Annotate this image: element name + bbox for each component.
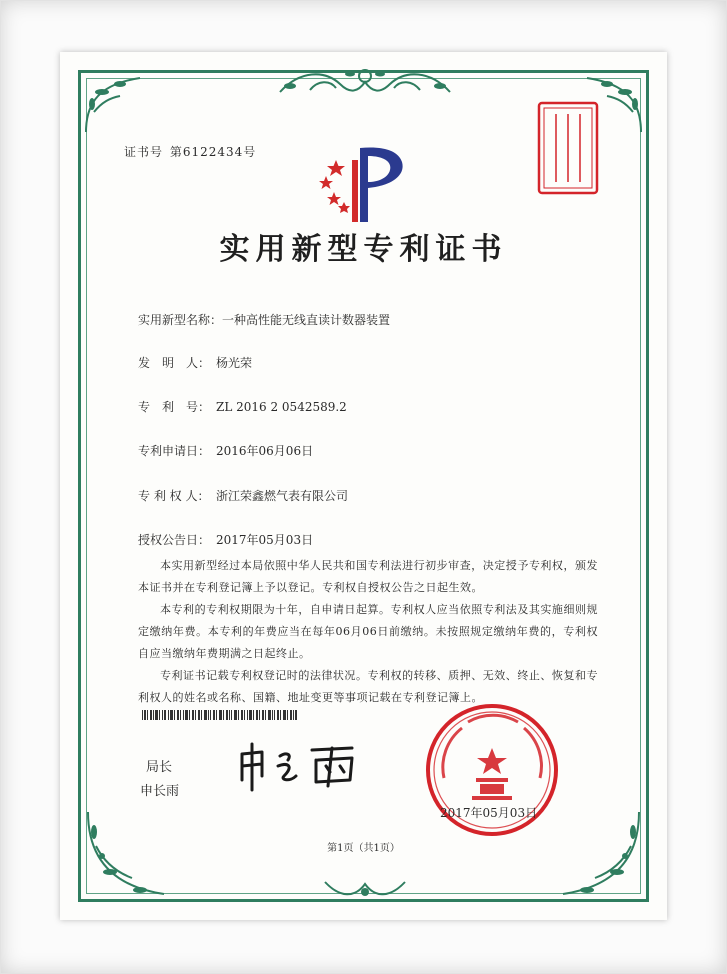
patent-office-logo bbox=[312, 140, 412, 230]
field-announcement-date bbox=[138, 531, 313, 548]
certificate-number-value: 第6122434号 bbox=[169, 145, 257, 159]
patentee-label: 专 利 权 人： bbox=[138, 489, 210, 503]
announcement-date-value: 2017年05月03日 bbox=[216, 533, 314, 547]
certificate-body bbox=[138, 555, 598, 709]
certificate-number-label: 证书号 bbox=[124, 145, 164, 159]
top-ornament bbox=[270, 62, 460, 108]
field-inventor bbox=[138, 354, 252, 371]
certificate-number bbox=[124, 143, 256, 160]
inventor-label: 发 明 人： bbox=[138, 356, 211, 370]
body-paragraph-term: 本专利的专利权期限为十年，自申请日起算。专利权人应当依照专利法及其实施细则规定缴纳年费。本专利的年费应当在每年06月06日前缴纳。未按照规定缴纳年费的，专利权自应当缴纳年费期满之日起终止。 bbox=[138, 603, 598, 660]
utility-model-name-value: 一种高性能无线直读计数器装置 bbox=[222, 313, 391, 327]
commissioner-title: 局长 bbox=[146, 760, 173, 775]
patentee-value: 浙江荣鑫燃气表有限公司 bbox=[216, 489, 349, 503]
commissioner-name: 申长雨 bbox=[140, 784, 180, 799]
barcode bbox=[142, 710, 297, 720]
body-paragraph-grant: 本实用新型经过本局依照中华人民共和国专利法进行初步审查，决定授予专利权，颁发本证书并在专利登记簿上予以登记。专利权自授权公告之日起生效。 bbox=[138, 559, 598, 594]
utility-model-name-label: 实用新型名称： bbox=[138, 313, 223, 327]
seal-date: 2017年05月03日 bbox=[440, 806, 538, 820]
inventor-value: 杨光荣 bbox=[216, 356, 253, 370]
certificate-title: 实用新型专利证书 bbox=[219, 232, 508, 267]
bottom-ornament bbox=[320, 872, 410, 902]
page-number: 第1页（共1页） bbox=[327, 843, 400, 854]
field-utility-model-name bbox=[138, 311, 390, 328]
field-patentee bbox=[138, 487, 348, 504]
announcement-date-label: 授权公告日： bbox=[138, 533, 211, 547]
filing-date-value: 2016年06月06日 bbox=[216, 444, 314, 458]
filing-date-label: 专利申请日： bbox=[138, 444, 211, 458]
field-patent-number bbox=[138, 398, 347, 415]
body-paragraph-legal-status: 专利证书记载专利权登记时的法律状况。专利权的转移、质押、无效、终止、恢复和专利权人的姓名或名称、国籍、地址变更等事项记载在专利登记簿上。 bbox=[138, 669, 598, 704]
field-filing-date bbox=[138, 442, 313, 459]
corner-ornament-top-left bbox=[80, 72, 150, 142]
agency-stamp bbox=[536, 100, 600, 196]
patent-number-label: 专 利 号： bbox=[138, 400, 211, 414]
handwritten-signature bbox=[232, 736, 372, 796]
patent-number-value: ZL 2016 2 0542589.2 bbox=[216, 400, 347, 414]
